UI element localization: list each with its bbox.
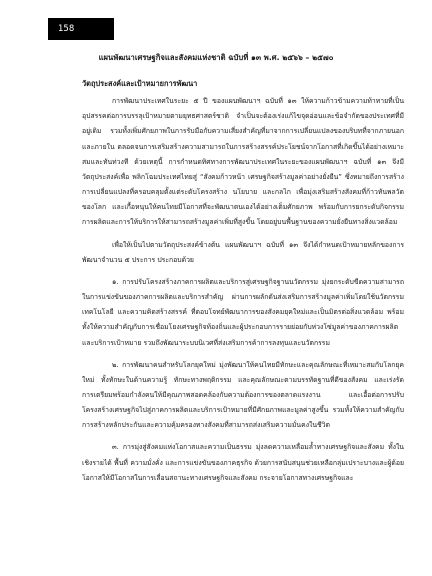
section-heading: วัตถุประสงค์และเป้าหมายการพัฒนา [82,79,198,88]
page-number-box [48,18,114,40]
page-number: 158 [58,24,75,34]
document-body [82,76,404,493]
document-title: แผนพัฒนาเศรษฐกิจและสังคมแห่งชาติ ฉบับที่ ๑๓ พ.ศ. ๒๕๖๖ – ๒๕๗๐ [98,53,334,62]
paragraph-goal-2: ๒. การพัฒนาคนสำหรับโลกยุคใหม่ มุ่งพัฒนาให้คนไทยมีทักษะและคุณลักษณะที่เหมาะสมกับโลกยุคใหม่ ทั้งทักษะในด้านความรู้ ทักษะทางพฤติกรรม และคุณลักษณะตามบรรทัดฐานที่ดีของสังคม และเร่งรัดการเตรียมพร้อมกำลังคนให้มีคุณภาพสอดคล้องกับความต้องการของตลาดแรงงาน และเอื้อต่อการปรับโครงสร้างเศรษฐกิจไปสู่ภาคการผลิตและบริการเป้าหมายที่มีศักยภาพและมูลค่าสูงขึ้น รวมทั้งให้ความสำคัญกับการสร้างหลักประกันและความคุ้มครองทางสังคมที่สามารถส่งเสริมความมั่นคงในชีวิต [82,360,404,430]
paragraph-goals-lead: เพื่อให้เป็นไปตามวัตถุประสงค์ข้างต้น แผนพัฒนาฯ ฉบับที่ ๑๓ จึงได้กำหนดเป้าหมายหลักของการพัฒนาจำนวน ๕ ประการ ประกอบด้วย [82,240,404,264]
paragraph-intro: การพัฒนาประเทศในระยะ ๕ ปี ของแผนพัฒนาฯ ฉบับที่ ๑๓ ให้ความก้าวข้ามความท้าทายที่เป็นอุปสรรคต่อการบรรลุเป้าหมายตามยุทธศาสตร์ชาติ จำเป็นจะต้องเร่งแก้ไขจุดอ่อนและข้อจำกัดของประเทศที่มีอยู่เดิม รวมทั้งเพิ่มศักยภาพในการรับมือกับความเสี่ยงสำคัญที่มาจากการเปลี่ยนแปลงของบริบทที่จากภายนอกและภายใน ตลอดจนการเสริมสร้างความสามารถในการสร้างสรรค์ประโยชน์จากโอกาสที่เกิดขึ้นได้อย่างเหมาะสมและทันท่วงที ด้วยเหตุนี้ การกำหนดทิศทางการพัฒนาประเทศในระยะของแผนพัฒนาฯ ฉบับที่ ๑๓ จึงมีวัตถุประสงค์เพื่อ พลิกโฉมประเทศไทยสู่ “สังคมก้าวหน้า เศรษฐกิจสร้างมูลค่าอย่างยั่งยืน” ซึ่งหมายถึงการสร้างการเปลี่ยนแปลงที่ครอบคลุมตั้งแต่ระดับโครงสร้าง นโยบาย และกลไก เพื่อมุ่งเสริมสร้างสังคมที่ก้าวทันพลวัตของโลก และเกื้อหนุนให้คนไทยมีโอกาสที่จะพัฒนาตนเองได้อย่างเต็มศักยภาพ พร้อมกับการยกระดับกิจกรรมการผลิตและการให้บริการให้สามารถสร้างมูลค่าเพิ่มที่สูงขึ้น โดยอยู่บนพื้นฐานของความยั่งยืนทางสิ่งแวดล้อม [82,97,404,227]
paragraph-goal-3: ๓. การมุ่งสู่สังคมแห่งโอกาสและความเป็นธรรม มุ่งลดความเหลื่อมล้ำทางเศรษฐกิจและสังคม ทั้งในเชิงรายได้ พื้นที่ ความมั่งคั่ง และการแข่งขันของภาคธุรกิจ ด้วยการสนับสนุนช่วยเหลือกลุ่มเปราะบางและผู้ด้อยโอกาสให้มีโอกาสในการเลื่อนสถานะทางเศรษฐกิจและสังคม กระจายโอกาสทางเศรษฐกิจและ [82,443,404,482]
paragraph-goal-1: ๑. การปรับโครงสร้างภาคการผลิตและบริการสู่เศรษฐกิจฐานนวัตกรรม มุ่งยกระดับขีดความสามารถในการแข่งขันของภาคการผลิตและบริการสำคัญ ผ่านการผลักดันส่งเสริมการสร้างมูลค่าเพิ่มโดยใช้นวัตกรรม เทคโนโลยี และความคิดสร้างสรรค์ ที่ตอบโจทย์พัฒนาการของสังคมยุคใหม่และเป็นมิตรต่อสิ่งแวดล้อม พร้อมทั้งให้ความสำคัญกับการเชื่อมโยงเศรษฐกิจท้องถิ่นและผู้ประกอบการรายย่อยกับห่วงโซ่มูลค่าของภาคการผลิตและบริการเป้าหมาย รวมถึงพัฒนาระบบนิเวศที่ส่งเสริมการค้าการลงทุนและนวัตกรรม [82,277,404,347]
